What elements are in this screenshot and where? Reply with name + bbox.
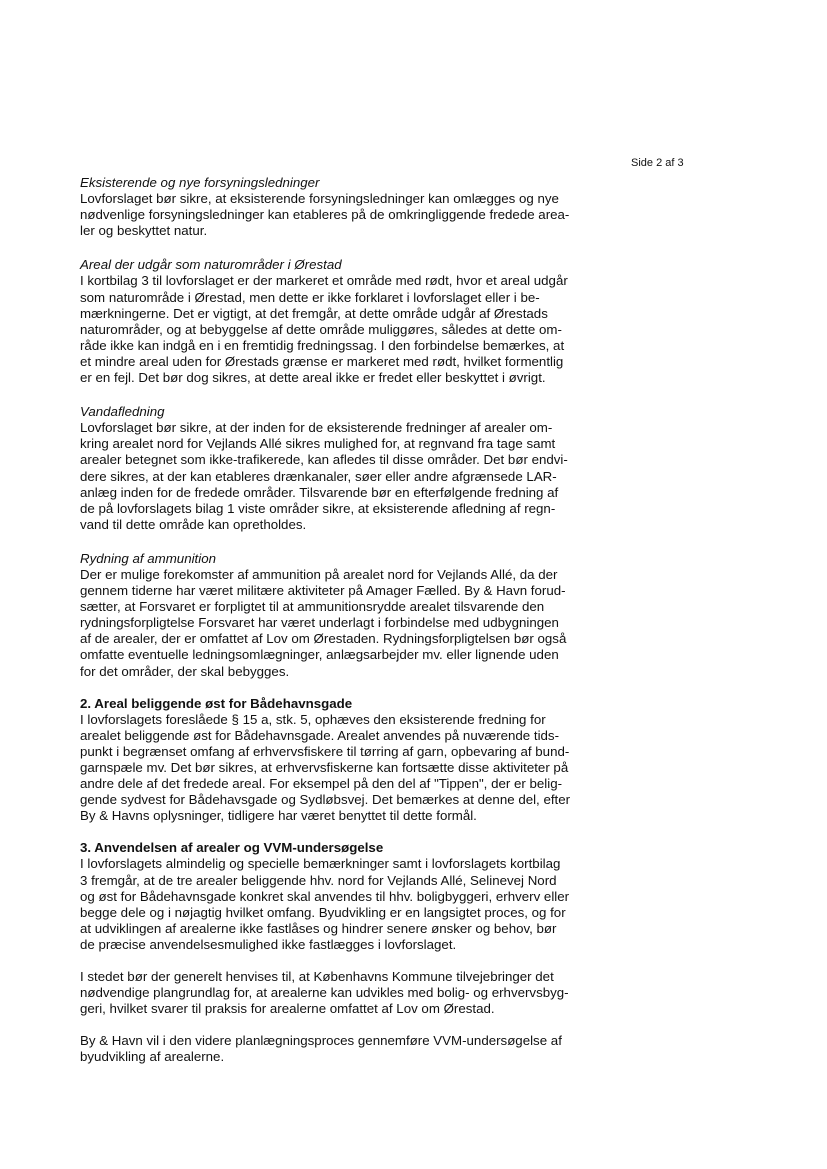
text-line: gende sydvest for Bådehavsgade og Sydløbsvej. Det bemærkes at denne del, efter: [80, 792, 571, 808]
text-line: anlæg inden for de fredede områder. Tilsvarende bør en efterfølgende fredning af: [80, 484, 559, 500]
text-line: arealer betegnet som ikke-trafikerede, kan afledes til disse områder. Det bør endvi-: [80, 452, 568, 468]
text-line: de præcise anvendelsesmulighed ikke fastlægges i lovforslaget.: [80, 936, 457, 952]
text-line: et mindre areal uden for Ørestads grænse er markeret med rødt, hvilket formentlig: [80, 353, 564, 369]
text-line: og øst for Bådehavnsgade konkret skal anvendes til hhv. boligbyggeri, erhverv eller: [80, 888, 570, 904]
section-heading: 3. Anvendelsen af arealer og VVM-undersøgelse: [80, 840, 384, 856]
text-line: som naturområde i Ørestad, men dette er ikke forklaret i lovforslaget eller i be-: [80, 289, 540, 305]
text-line: I stedet bør der generelt henvises til, at Københavns Kommune tilvejebringer det: [80, 969, 554, 985]
text-line: ler og beskyttet natur.: [80, 223, 208, 239]
section-heading: Vandafledning: [80, 404, 165, 420]
text-line: geri, hvilket svarer til praksis for arealerne omfattet af Lov om Ørestad.: [80, 1001, 495, 1017]
section-baadehavnsgade: [80, 696, 600, 825]
section-paragraph: [80, 969, 600, 1017]
section-heading: Areal der udgår som naturområder i Ørestad: [80, 257, 342, 273]
text-line: Der er mulige forekomster af ammunition på arealet nord for Vejlands Allé, da der: [80, 566, 558, 582]
text-line: naturområder, og at bebyggelse af dette område muliggøres, således at dette om-: [80, 321, 562, 337]
text-line: for det områder, der skal bebygges.: [80, 663, 290, 679]
section-paragraph: [80, 420, 600, 533]
section-paragraph: [80, 273, 600, 386]
section-vandafledning: [80, 404, 600, 533]
document-body: [80, 175, 600, 1082]
text-line: andre dele af det fredede areal. For eksempel på den del af "Tippen", der er belig-: [80, 776, 563, 792]
section-paragraph: [80, 191, 600, 239]
text-line: begge dele og i nøjagtig hvilket omfang. Byudvikling er en langsigtet proces, og for: [80, 904, 566, 920]
section-paragraph: [80, 1033, 600, 1065]
text-line: By & Havns oplysninger, tidligere har været benyttet til dette formål.: [80, 808, 477, 824]
section-ammunition: [80, 551, 600, 680]
text-line: at udviklingen af arealerne ikke fastlåses og hindrer senere ønsker og behov, bør: [80, 920, 557, 936]
text-line: I kortbilag 3 til lovforslaget er der markeret et område med rødt, hvor et areal udgår: [80, 273, 568, 289]
text-line: mærkningerne. Det er vigtigt, at det fremgår, at dette område udgår af Ørestads: [80, 305, 548, 321]
text-line: I lovforslagets almindelig og specielle bemærkninger samt i lovforslagets kortbilag: [80, 856, 561, 872]
text-line: 3 fremgår, at de tre arealer beliggende hhv. nord for Vejlands Allé, Selinevej Nord: [80, 872, 557, 888]
text-line: dere sikres, at der kan etableres drænkanaler, søer eller andre afgrænsede LAR-: [80, 468, 557, 484]
text-line: sætter, at Forsvaret er forpligtet til at ammunitionsrydde arealet tilsvarende den: [80, 599, 545, 615]
text-line: af de arealer, der er omfattet af Lov om Ørestaden. Rydningsforpligtelsen bør også: [80, 631, 567, 647]
section-heading: Rydning af ammunition: [80, 550, 216, 566]
text-line: vand til dette område kan opretholdes.: [80, 516, 307, 532]
text-line: nødvendige plangrundlag for, at arealerne kan udvikles med bolig- og erhvervsbyg-: [80, 985, 569, 1001]
text-line: omfatte eventuelle ledningsomlægninger, anlægsarbejder mv. eller lignende uden: [80, 647, 559, 663]
text-line: Lovforslaget bør sikre, at eksisterende forsyningsledninger kan omlægges og nye: [80, 191, 559, 207]
text-line: Lovforslaget bør sikre, at der inden for de eksisterende fredninger af arealer om-: [80, 420, 553, 436]
section-forsyningsledninger: [80, 175, 600, 239]
section-paragraph: [80, 567, 600, 680]
text-line: råde ikke kan indgå en i en fremtidig fredningssag. I den forbindelse bemærkes, at: [80, 337, 565, 353]
page-number: Side 2 af 3: [631, 157, 684, 169]
text-line: gennem tiderne har været militære aktiviteter på Amager Fælled. By & Havn forud-: [80, 583, 566, 599]
section-heading: 2. Areal beliggende øst for Bådehavnsgade: [80, 695, 353, 711]
text-line: byudvikling af arealerne.: [80, 1049, 225, 1065]
text-line: de på lovforslagets bilag 1 viste områder sikre, at eksisterende afledning af regn-: [80, 500, 556, 516]
text-line: arealet beliggende øst for Bådehavnsgade. Arealet anvendes på nuværende tids-: [80, 727, 560, 743]
section-naturomraader: [80, 257, 600, 386]
section-vvm: [80, 840, 600, 1065]
text-line: nødvenlige forsyningsledninger kan etableres på de omkringliggende fredede area-: [80, 207, 570, 223]
section-heading: Eksisterende og nye forsyningsledninger: [80, 175, 320, 190]
text-line: er en fejl. Det bør dog sikres, at dette areal ikke er fredet eller beskyttet i øvrigt.: [80, 370, 546, 386]
text-line: kring arealet nord for Vejlands Allé sikres mulighed for, at regnvand fra tage samt: [80, 436, 556, 452]
text-line: I lovforslagets foreslåede § 15 a, stk. 5, ophæves den eksisterende fredning for: [80, 711, 546, 727]
text-line: punkt i begrænset omfang af erhvervsfiskere til tørring af garn, opbevaring af bund-: [80, 743, 570, 759]
section-paragraph: [80, 712, 600, 825]
section-paragraph: [80, 856, 600, 953]
text-line: garnspæle mv. Det bør sikres, at erhvervsfiskerne kan fortsætte disse aktiviteter på: [80, 760, 569, 775]
text-line: By & Havn vil i den videre planlægningsproces gennemføre VVM-undersøgelse af: [80, 1033, 562, 1049]
text-line: rydningsforpligtelse Forsvaret har været underlagt i forbindelse med udbygningen: [80, 615, 559, 631]
